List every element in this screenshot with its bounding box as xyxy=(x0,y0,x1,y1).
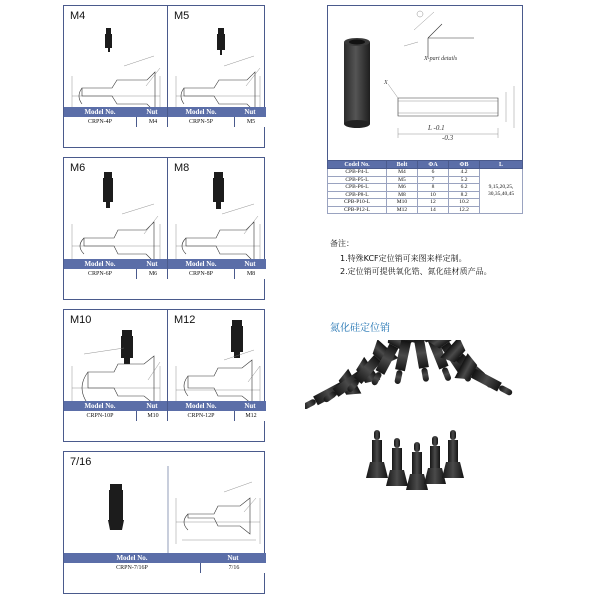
x-mark: X xyxy=(384,80,388,86)
sleeve-photo xyxy=(344,38,370,128)
model-header: Model No. xyxy=(185,108,217,116)
spec-table-m5 xyxy=(168,107,266,127)
panel-m10-m12 xyxy=(63,309,265,442)
cell-bolt: M12 xyxy=(387,206,418,214)
model-value: CRPN-8P xyxy=(188,271,213,277)
panel-m4-m5 xyxy=(63,5,265,148)
cell-code: CPB-P4-L xyxy=(328,169,387,177)
cell-phi-a: 12 xyxy=(418,199,449,207)
table-row xyxy=(328,169,523,177)
cell-code: CPB-P8-L xyxy=(328,191,387,199)
col-code: Codel No. xyxy=(328,161,387,169)
size-label-m8: M8 xyxy=(174,162,190,174)
model-header: Model No. xyxy=(84,108,116,116)
nut-value: M8 xyxy=(234,269,267,279)
cell-code: CPB-P10-L xyxy=(328,199,387,207)
cell-phi-b: 10.2 xyxy=(449,199,480,207)
cell-m12 xyxy=(168,310,266,421)
dim-L-top: L -0.1 xyxy=(428,124,445,132)
spec-table-m12 xyxy=(168,401,266,421)
cell-phi-a: 10 xyxy=(418,191,449,199)
nut-header: Nut xyxy=(146,260,158,268)
dim-L-bottom: -0.3 xyxy=(442,134,454,142)
nut-value: M12 xyxy=(234,411,267,421)
nut-value: M10 xyxy=(136,411,169,421)
cell-l-values xyxy=(480,169,523,214)
spec-table-m6 xyxy=(64,259,167,279)
nut-value: 7/16 xyxy=(200,563,267,573)
nut-header: Nut xyxy=(227,554,239,562)
cell-phi-a: 7 xyxy=(418,176,449,184)
xpart-panel xyxy=(327,5,523,160)
cpb-spec-table xyxy=(327,160,523,214)
nut-value: M5 xyxy=(234,117,267,127)
cell-m6 xyxy=(64,158,168,279)
model-value: CRPN-4P xyxy=(87,119,112,125)
cpb-header-row xyxy=(328,161,523,169)
nut-header: Nut xyxy=(244,402,256,410)
spec-table-m4 xyxy=(64,107,167,127)
cell-phi-a: 8 xyxy=(418,184,449,192)
cell-phi-b: 4.2 xyxy=(449,169,480,177)
model-header: Model No. xyxy=(185,260,217,268)
panel-m6-m8 xyxy=(63,157,265,300)
cell-bolt: M6 xyxy=(387,184,418,192)
size-label-m4: M4 xyxy=(70,10,86,22)
cell-bolt: M4 xyxy=(387,169,418,177)
nut-value: M4 xyxy=(136,117,169,127)
col-phi-b: ΦB xyxy=(449,161,480,169)
sleeve-section-drawing xyxy=(388,84,514,138)
cell-phi-b: 5.2 xyxy=(449,176,480,184)
cell-code: CPB-P12-L xyxy=(328,206,387,214)
model-value: CRPN-6P xyxy=(87,271,112,277)
model-header: Model No. xyxy=(185,402,217,410)
model-header: Model No. xyxy=(84,402,116,410)
cell-m5 xyxy=(168,6,266,127)
cell-code: CPB-P6-L xyxy=(328,184,387,192)
silicon-nitride-pins-photo xyxy=(305,340,525,510)
model-value: CRPN-7/16P xyxy=(116,565,148,571)
size-label-7-16: 7/16 xyxy=(70,456,92,468)
col-phi-a: ΦA xyxy=(418,161,449,169)
col-bolt: Bolt xyxy=(387,161,418,169)
cell-m10 xyxy=(64,310,168,421)
cell-bolt: M8 xyxy=(387,191,418,199)
cell-bolt: M10 xyxy=(387,199,418,207)
model-header: Model No. xyxy=(84,260,116,268)
photo-heading: 氮化硅定位销 xyxy=(330,323,390,334)
xpart-drawing xyxy=(328,6,524,161)
cell-m4 xyxy=(64,6,168,127)
xpart-detail-drawing xyxy=(404,11,474,58)
xpart-label: X-part details xyxy=(424,56,458,62)
size-label-m10: M10 xyxy=(70,314,92,326)
cell-phi-a: 6 xyxy=(418,169,449,177)
model-header: Model No. xyxy=(116,554,148,562)
nut-header: Nut xyxy=(146,108,158,116)
notes-line-2: 2.定位销可提供氧化锆、氮化硅材质产品。 xyxy=(340,267,492,276)
model-value: CRPN-5P xyxy=(188,119,213,125)
l-values-line1: 9,15,20,25, xyxy=(488,184,514,190)
nut-header: Nut xyxy=(244,260,256,268)
size-label-m5: M5 xyxy=(174,10,190,22)
cell-7-16 xyxy=(64,452,266,573)
cell-m8 xyxy=(168,158,266,279)
size-label-m12: M12 xyxy=(174,314,196,326)
cell-phi-b: 12.2 xyxy=(449,206,480,214)
cell-phi-b: 8.2 xyxy=(449,191,480,199)
spec-table-7-16 xyxy=(64,553,266,573)
panel-7-16 xyxy=(63,451,265,594)
nut-value: M6 xyxy=(136,269,169,279)
spec-table-m8 xyxy=(168,259,266,279)
cell-phi-b: 6.2 xyxy=(449,184,480,192)
nut-header: Nut xyxy=(244,108,256,116)
cell-bolt: M5 xyxy=(387,176,418,184)
cell-code: CPB-P5-L xyxy=(328,176,387,184)
l-values-line2: 30,35,40,45 xyxy=(487,191,515,197)
model-value: CRPN-12P xyxy=(187,413,215,419)
cell-phi-a: 14 xyxy=(418,206,449,214)
nut-header: Nut xyxy=(146,402,158,410)
notes-line-1: 1.特殊KCF定位销可来图来样定制。 xyxy=(340,254,467,263)
model-value: CRPN-10P xyxy=(86,413,114,419)
notes-title: 备注： xyxy=(330,239,354,248)
spec-table-m10 xyxy=(64,401,167,421)
col-l: L xyxy=(480,161,523,169)
size-label-m6: M6 xyxy=(70,162,86,174)
